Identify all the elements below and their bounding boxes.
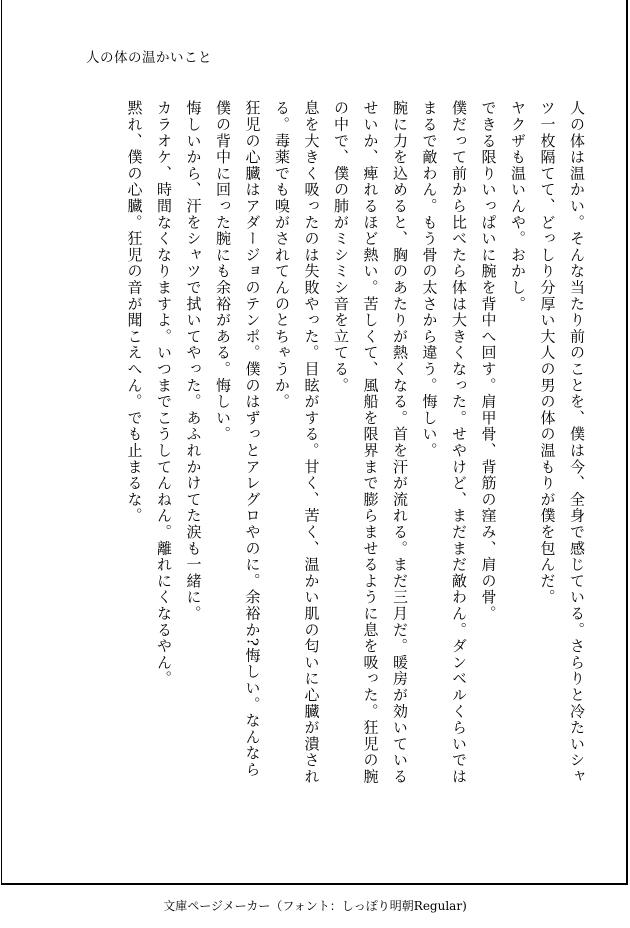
paragraph: ヤクザも温いんや。おかし。	[509, 100, 527, 312]
paragraph: 狂児の心臓はアダージョのテンポ。僕のはずっとアレグロやのに。余裕か?悔しい。なんなら僕の背中に回った腕にも余裕がある。悔しい。	[214, 100, 262, 778]
paragraph: 黙れ、僕の心臓。狂児の音が聞こえへん。でも止まるな。	[125, 100, 144, 524]
page-frame	[1, 0, 628, 885]
running-title: 人の体の温かいこと	[86, 50, 212, 66]
paragraph: 悔しいから、汗をシャツで拭いてやった。あふれかけてた涙も一緒に。	[184, 100, 203, 622]
paragraph: 僕だって前から比べたら体は大きくなった。せやけど、まだまだ敵わん。ダンベルくらいではまるで敵わん。もう骨の太さから違う。悔しい。	[420, 100, 468, 785]
paragraph: カラオケ、時間なくなりますよ。いつまでこうしてんねん。離れにくなるやん。	[155, 100, 173, 687]
story-body	[71, 100, 591, 790]
paragraph: 息を大きく吸ったのは失敗やった。目眩がする。甘く、苦く、温かい肌の匂いに心臓が潰される。毒薬でも嗅がされてんのとちゃうか。	[273, 100, 321, 785]
paragraph: 腕に力を込めると、胸のあたりが熱くなる。首を汗が流れる。まだ三月だ。暖房が効いているせいか、痺れるほど熱い。苦しくて、風船を限界まで膨らませるように息を吸った。狂児の腕の中で、僕の肺がミシミシ音を立てる。	[332, 100, 409, 785]
paragraph: できる限りいっぱいに腕を背中へ回す。肩甲骨、背筋の窪み、肩の骨。	[479, 100, 498, 622]
footer-credit: 文庫ページメーカー（フォント：しっぽり明朝Regular)	[163, 899, 467, 913]
paragraph: 人の体は温かい。そんな当たり前のことを、僕は今、全身で感じている。さらりと冷たいシャツ一枚隔てて、どっしり分厚い大人の男の体の温もりが僕を包んだ。	[538, 100, 586, 785]
